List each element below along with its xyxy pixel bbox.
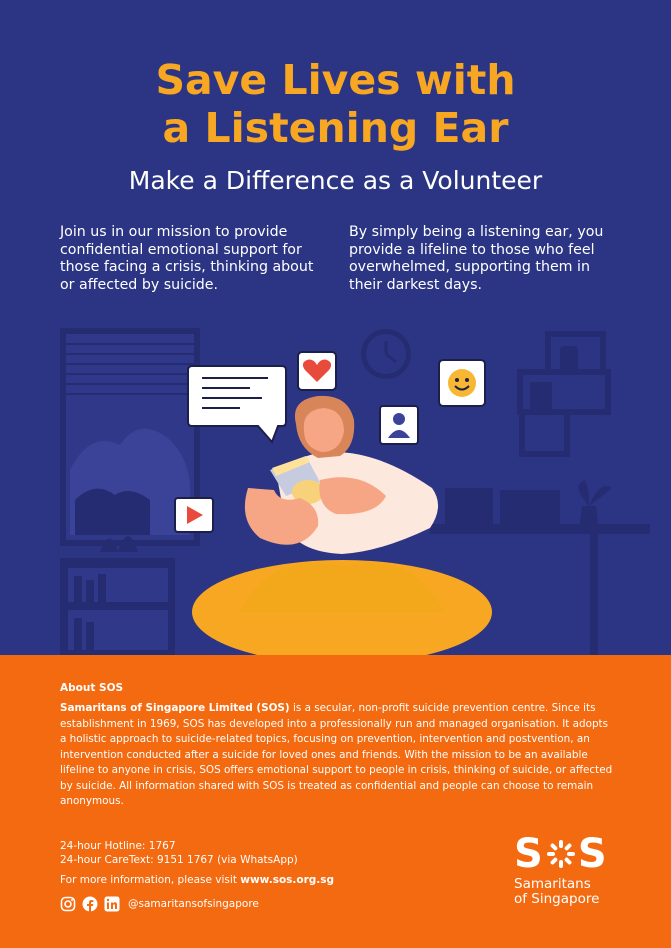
- user-icon: [380, 406, 418, 444]
- volunteer-illustration: [0, 320, 671, 656]
- play-icon: [175, 498, 213, 532]
- clock-illustration: [361, 329, 411, 379]
- sunburst-icon: [546, 839, 576, 869]
- caretext-text: 24-hour CareText: 9151 1767 (via WhatsApp): [60, 854, 298, 866]
- bookshelf-illustration: [60, 536, 175, 656]
- sos-logo-mark: [514, 833, 624, 875]
- logo-letter-left: S: [514, 831, 544, 877]
- about-org-name: Samaritans of Singapore Limited (SOS): [60, 702, 290, 714]
- about-section: [0, 655, 671, 948]
- headline-line-2: a Listening Ear: [162, 104, 509, 152]
- instagram-icon[interactable]: [60, 896, 76, 912]
- more-info-prefix: For more information, please visit: [60, 874, 241, 886]
- about-body: [60, 701, 616, 810]
- logo-name-line-2: of Singapore: [514, 891, 600, 907]
- about-description: is a secular, non-profit suicide prevention centre. Since its establishment in 1969, SOS has developed into a professionally run and managed organisation. It adopts a holistic approach to suicide-related topics, focusing on prevention, intervention and postvention, an intervention conducted after a suicide for loved ones and friends. With the mission to be an available lifeline to anyone in crisis, SOS offers emotional support to people in crisis, thinking of suicide, or affected by suicide. All information shared with SOS is treated as confidential and people can choose to remain anonymous.: [60, 702, 613, 807]
- social-links: [60, 895, 259, 913]
- website-link[interactable]: www.sos.org.sg: [240, 874, 335, 886]
- sos-logo: [514, 833, 624, 923]
- intro-right-text: By simply being a listening ear, you provide a lifeline to those who feel overwhelmed, supporting them in their darkest days.: [349, 224, 604, 293]
- more-info-text: [60, 873, 334, 887]
- subheadline: Make a Difference as a Volunteer: [128, 166, 543, 195]
- hotline-text: 24-hour Hotline: 1767: [60, 840, 176, 852]
- headline-line-1: Save Lives with: [155, 56, 516, 104]
- logo-letter-right: S: [577, 831, 608, 877]
- contact-block: [60, 839, 334, 887]
- social-handle[interactable]: @samaritansofsingapore: [128, 898, 259, 910]
- headline: [0, 56, 671, 152]
- smiley-icon: [439, 360, 485, 406]
- about-title: About SOS: [60, 682, 124, 694]
- intro-left-text: Join us in our mission to provide confidential emotional support for those facing a crisis, thinking about or affected by suicide.: [60, 224, 314, 293]
- message-bubble-icon: [188, 366, 286, 442]
- logo-name-line-1: Samaritans: [514, 876, 591, 892]
- linkedin-icon[interactable]: [104, 896, 120, 912]
- heart-icon: [298, 352, 336, 390]
- facebook-icon[interactable]: [82, 896, 98, 912]
